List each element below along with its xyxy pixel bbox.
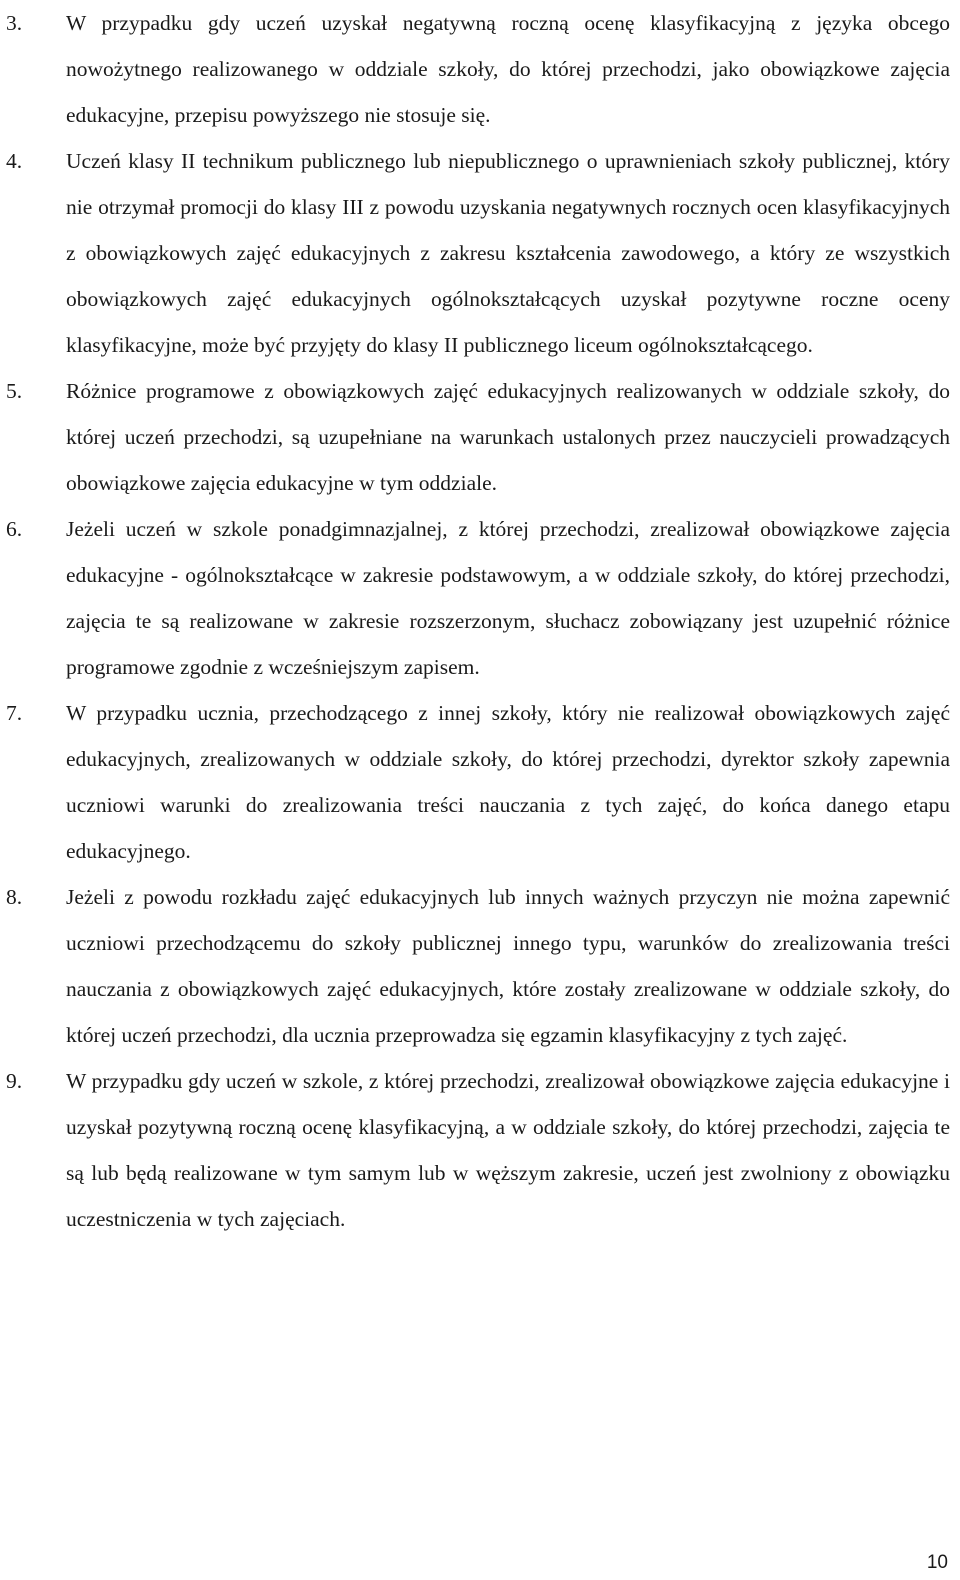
- numbered-paragraph-list: [6, 0, 950, 1242]
- item-number: 5.: [6, 379, 23, 403]
- item-text: Jeżeli uczeń w szkole ponadgimnazjalnej, z której przechodzi, zrealizował obowiązkowe zajęcia edukacyjne - ogólnokształcące w zakresie podstawowym, a w oddziale szkoły, do której przechodzi, zajęcia te są realizowane w zakresie rozszerzonym, słuchacz zobowiązany jest uzupełnić różnice programowe zgodnie z wcześniejszym zapisem.: [66, 517, 950, 679]
- item-text: Jeżeli z powodu rozkładu zajęć edukacyjnych lub innych ważnych przyczyn nie można zapewnić uczniowi przechodzącemu do szkoły publicznej innego typu, warunków do zrealizowania treści nauczania z obowiązkowych zajęć edukacyjnych, które zostały zrealizowane w oddziale szkoły, do której uczeń przechodzi, dla ucznia przeprowadza się egzamin klasyfikacyjny z tych zajęć.: [66, 885, 950, 1047]
- item-number: 3.: [6, 11, 23, 35]
- item-number: 9.: [6, 1069, 23, 1093]
- list-item: [6, 874, 950, 1058]
- item-number: 8.: [6, 885, 23, 909]
- item-text: W przypadku ucznia, przechodzącego z innej szkoły, który nie realizował obowiązkowych zajęć edukacyjnych, zrealizowanych w oddziale szkoły, do której przechodzi, dyrektor szkoły zapewnia uczniowi warunki do zrealizowania treści nauczania z tych zajęć, do końca danego etapu edukacyjnego.: [66, 701, 950, 863]
- item-number: 7.: [6, 701, 23, 725]
- list-item: [6, 0, 950, 138]
- item-text: Uczeń klasy II technikum publicznego lub niepublicznego o uprawnieniach szkoły publicznej, który nie otrzymał promocji do klasy III z powodu uzyskania negatywnych rocznych ocen klasyfikacyjnych z obowiązkowych zajęć edukacyjnych z zakresu kształcenia zawodowego, a który ze wszystkich obowiązkowych zajęć edukacyjnych ogólnokształcących uzyskał pozytywne roczne oceny klasyfikacyjne, może być przyjęty do klasy II publicznego liceum ogólnokształcącego.: [66, 149, 950, 357]
- list-item: [6, 138, 950, 368]
- item-text: W przypadku gdy uczeń w szkole, z której przechodzi, zrealizował obowiązkowe zajęcia edukacyjne i uzyskał pozytywną roczną ocenę klasyfikacyjną, a w oddziale szkoły, do której przechodzi, zajęcia te są lub będą realizowane w tym samym lub w węższym zakresie, uczeń jest zwolniony z obowiązku uczestniczenia w tych zajęciach.: [66, 1069, 950, 1231]
- list-item: [6, 506, 950, 690]
- list-item: [6, 1058, 950, 1242]
- item-text: W przypadku gdy uczeń uzyskał negatywną roczną ocenę klasyfikacyjną z języka obcego nowożytnego realizowanego w oddziale szkoły, do której przechodzi, jako obowiązkowe zajęcia edukacyjne, przepisu powyższego nie stosuje się.: [66, 11, 950, 127]
- item-text: Różnice programowe z obowiązkowych zajęć edukacyjnych realizowanych w oddziale szkoły, do której uczeń przechodzi, są uzupełniane na warunkach ustalonych przez nauczycieli prowadzących obowiązkowe zajęcia edukacyjne w tym oddziale.: [66, 379, 950, 495]
- item-number: 4.: [6, 149, 23, 173]
- item-number: 6.: [6, 517, 23, 541]
- page-number: 10: [926, 1552, 948, 1573]
- list-item: [6, 690, 950, 874]
- list-item: [6, 368, 950, 506]
